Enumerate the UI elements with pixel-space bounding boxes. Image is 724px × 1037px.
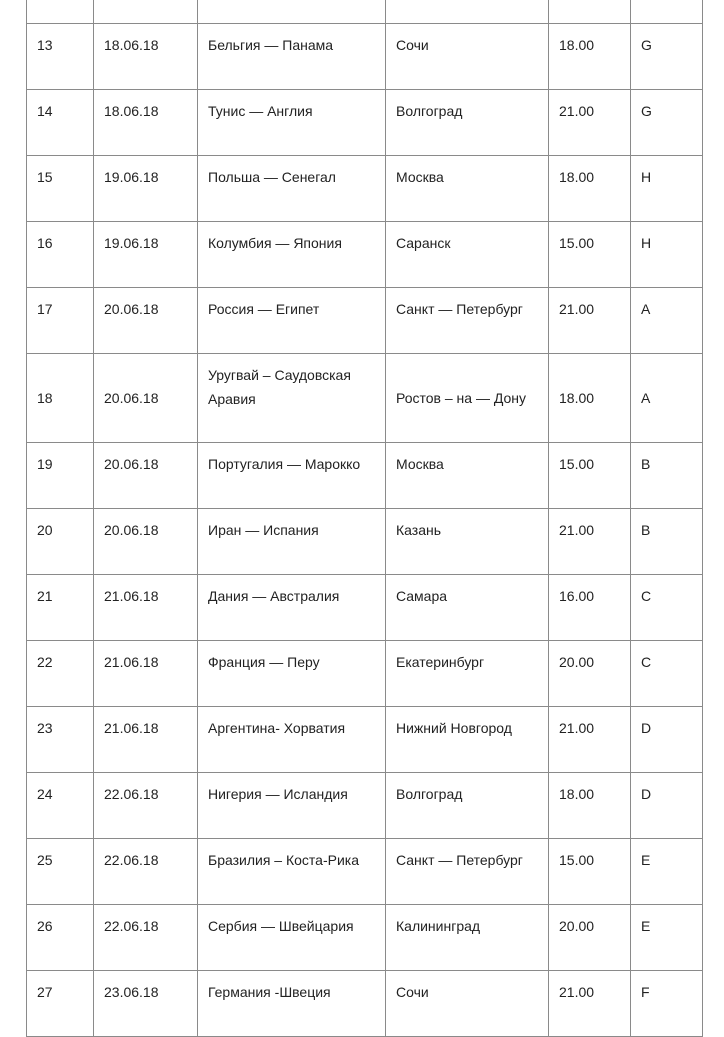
match-number: 27 <box>27 971 94 1037</box>
match-group: G <box>631 90 703 156</box>
match-city: Санкт — Петербург <box>386 839 549 905</box>
match-number: 26 <box>27 905 94 971</box>
match-date: 22.06.18 <box>94 773 198 839</box>
match-city: Калининград <box>386 905 549 971</box>
match-group: F <box>631 971 703 1037</box>
match-city: Казань <box>386 509 549 575</box>
table-cell-empty <box>198 0 386 24</box>
table-row <box>27 839 703 905</box>
match-time: 16.00 <box>549 575 631 641</box>
match-date: 22.06.18 <box>94 839 198 905</box>
match-group: C <box>631 641 703 707</box>
match-teams: Сербия — Швейцария <box>198 905 386 971</box>
match-number: 24 <box>27 773 94 839</box>
match-teams: Нигерия — Исландия <box>198 773 386 839</box>
table-row <box>27 24 703 90</box>
match-time: 20.00 <box>549 905 631 971</box>
match-date: 20.06.18 <box>94 509 198 575</box>
match-time: 21.00 <box>549 90 631 156</box>
match-number: 20 <box>27 509 94 575</box>
match-time: 21.00 <box>549 971 631 1037</box>
table-row <box>27 90 703 156</box>
match-group: H <box>631 156 703 222</box>
match-group: A <box>631 354 703 443</box>
match-time: 21.00 <box>549 509 631 575</box>
match-city: Волгоград <box>386 90 549 156</box>
table-row <box>27 354 703 443</box>
table-row <box>27 971 703 1037</box>
match-group: B <box>631 509 703 575</box>
match-date: 21.06.18 <box>94 707 198 773</box>
match-number: 14 <box>27 90 94 156</box>
match-number: 15 <box>27 156 94 222</box>
match-number: 23 <box>27 707 94 773</box>
match-schedule-table <box>26 0 703 1037</box>
match-date: 23.06.18 <box>94 971 198 1037</box>
table-cell-empty <box>549 0 631 24</box>
table-cell-empty <box>631 0 703 24</box>
match-time: 21.00 <box>549 288 631 354</box>
match-number: 22 <box>27 641 94 707</box>
match-city: Сочи <box>386 24 549 90</box>
match-group: C <box>631 575 703 641</box>
match-time: 18.00 <box>549 354 631 443</box>
table-cell-empty <box>27 0 94 24</box>
match-time: 15.00 <box>549 443 631 509</box>
match-time: 21.00 <box>549 707 631 773</box>
match-number: 19 <box>27 443 94 509</box>
match-group: H <box>631 222 703 288</box>
match-group: A <box>631 288 703 354</box>
match-number: 13 <box>27 24 94 90</box>
match-time: 18.00 <box>549 156 631 222</box>
match-date: 20.06.18 <box>94 288 198 354</box>
match-city: Сочи <box>386 971 549 1037</box>
table-row <box>27 905 703 971</box>
match-group: B <box>631 443 703 509</box>
match-teams: Дания — Австралия <box>198 575 386 641</box>
match-teams: Португалия — Марокко <box>198 443 386 509</box>
match-teams: Колумбия — Япония <box>198 222 386 288</box>
match-number: 21 <box>27 575 94 641</box>
match-date: 19.06.18 <box>94 222 198 288</box>
table-row <box>27 641 703 707</box>
match-teams: Польша — Сенегал <box>198 156 386 222</box>
match-city: Санкт — Петербург <box>386 288 549 354</box>
match-group: E <box>631 905 703 971</box>
table-row <box>27 773 703 839</box>
match-time: 15.00 <box>549 222 631 288</box>
match-time: 20.00 <box>549 641 631 707</box>
table-cell-empty <box>386 0 549 24</box>
match-city: Москва <box>386 156 549 222</box>
match-city: Волгоград <box>386 773 549 839</box>
match-number: 25 <box>27 839 94 905</box>
table-row <box>27 707 703 773</box>
match-teams: Иран — Испания <box>198 509 386 575</box>
match-teams: Тунис — Англия <box>198 90 386 156</box>
match-group: D <box>631 707 703 773</box>
match-time: 15.00 <box>549 839 631 905</box>
table-row <box>27 222 703 288</box>
table-row-partial <box>27 0 703 24</box>
match-number: 17 <box>27 288 94 354</box>
match-teams: Бельгия — Панама <box>198 24 386 90</box>
match-date: 19.06.18 <box>94 156 198 222</box>
table-cell-empty <box>94 0 198 24</box>
match-group: E <box>631 839 703 905</box>
match-city: Нижний Новгород <box>386 707 549 773</box>
match-city: Москва <box>386 443 549 509</box>
match-schedule-body <box>27 0 703 1037</box>
table-row <box>27 509 703 575</box>
match-date: 21.06.18 <box>94 641 198 707</box>
match-number: 18 <box>27 354 94 443</box>
match-teams: Франция — Перу <box>198 641 386 707</box>
match-city: Ростов – на — Дону <box>386 354 549 443</box>
match-teams: Россия — Египет <box>198 288 386 354</box>
match-teams: Бразилия – Коста-Рика <box>198 839 386 905</box>
match-city: Самара <box>386 575 549 641</box>
table-row <box>27 288 703 354</box>
match-city: Екатеринбург <box>386 641 549 707</box>
match-teams: Уругвай – Саудовская Аравия <box>198 354 386 443</box>
match-teams: Аргентина- Хорватия <box>198 707 386 773</box>
match-date: 20.06.18 <box>94 354 198 443</box>
match-time: 18.00 <box>549 24 631 90</box>
match-teams: Германия -Швеция <box>198 971 386 1037</box>
match-date: 22.06.18 <box>94 905 198 971</box>
table-row <box>27 443 703 509</box>
match-group: D <box>631 773 703 839</box>
match-time: 18.00 <box>549 773 631 839</box>
table-row <box>27 575 703 641</box>
match-date: 20.06.18 <box>94 443 198 509</box>
table-row <box>27 156 703 222</box>
match-date: 18.06.18 <box>94 24 198 90</box>
match-group: G <box>631 24 703 90</box>
match-date: 21.06.18 <box>94 575 198 641</box>
match-number: 16 <box>27 222 94 288</box>
match-date: 18.06.18 <box>94 90 198 156</box>
match-city: Саранск <box>386 222 549 288</box>
